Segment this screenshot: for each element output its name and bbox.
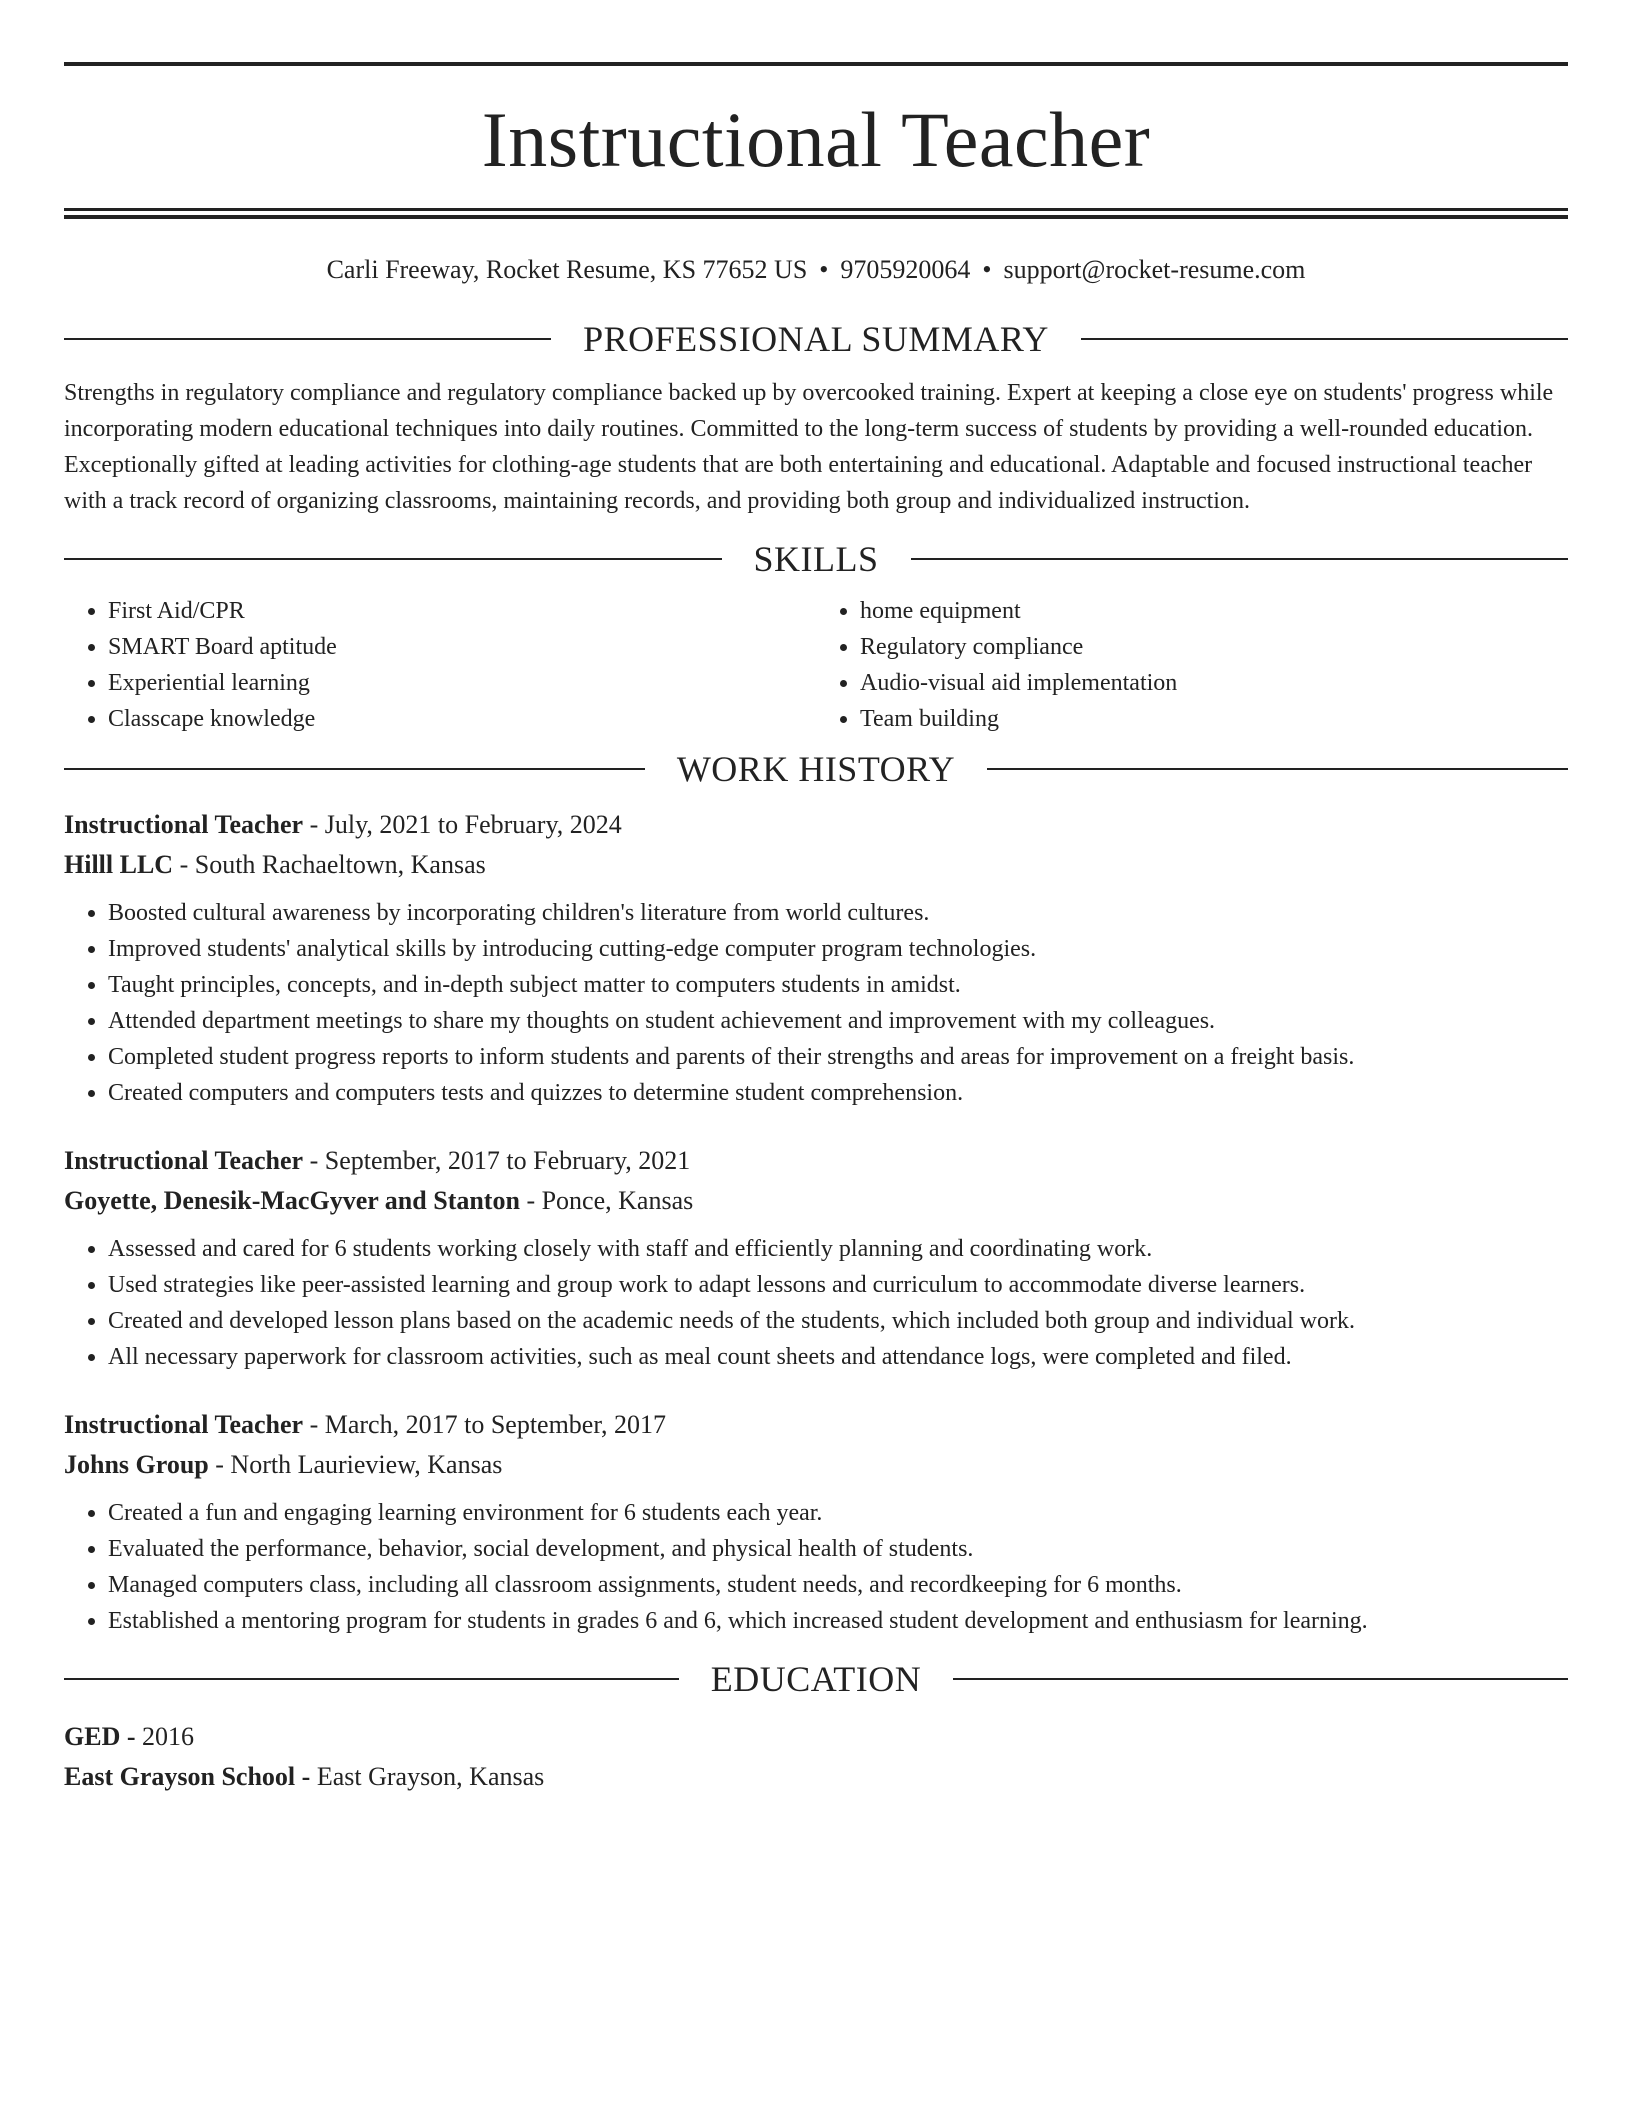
job-title-line bbox=[64, 805, 1568, 845]
heading-rule-left bbox=[64, 558, 722, 560]
job-company-line bbox=[64, 845, 1568, 885]
degree-name: GED bbox=[64, 1722, 121, 1751]
job-bullets bbox=[64, 1231, 1568, 1375]
title-double-rule bbox=[64, 208, 1568, 219]
section-heading-label: PROFESSIONAL SUMMARY bbox=[583, 319, 1049, 359]
job-company-line bbox=[64, 1445, 1568, 1485]
heading-rule-right bbox=[987, 768, 1568, 770]
job-entry bbox=[64, 805, 1568, 1111]
job-company-line bbox=[64, 1181, 1568, 1221]
skill-item: • Audio-visual aid implementation bbox=[860, 665, 1568, 701]
skill-item: • Classcape knowledge bbox=[108, 701, 816, 737]
job-bullet: • Created computers and computers tests and quizzes to determine student comprehension. bbox=[108, 1075, 1568, 1111]
job-bullets bbox=[64, 1495, 1568, 1639]
school-dash: - bbox=[295, 1762, 311, 1791]
heading-rule-right bbox=[911, 558, 1569, 560]
top-rule bbox=[64, 62, 1568, 66]
section-heading-skills bbox=[64, 537, 1568, 581]
skill-item: • Experiential learning bbox=[108, 665, 816, 701]
job-bullet: • Improved students' analytical skills by introducing cutting-edge computer program technologies. bbox=[108, 931, 1568, 967]
education-year: 2016 bbox=[135, 1722, 195, 1751]
job-company: Hilll LLC bbox=[64, 850, 174, 879]
job-title: Instructional Teacher bbox=[64, 810, 304, 839]
skills-column-left bbox=[64, 593, 816, 737]
education-degree-line bbox=[64, 1717, 1568, 1757]
job-title-line bbox=[64, 1405, 1568, 1445]
job-company: Goyette, Denesik-MacGyver and Stanton bbox=[64, 1186, 520, 1215]
job-bullet: • Used strategies like peer-assisted learning and group work to adapt lessons and curriculum to accommodate diverse learners. bbox=[108, 1267, 1568, 1303]
skill-item: • Team building bbox=[860, 701, 1568, 737]
job-location: - Ponce, Kansas bbox=[519, 1186, 694, 1215]
page-title: Instructional Teacher bbox=[481, 96, 1151, 183]
school-name: East Grayson School bbox=[64, 1762, 296, 1791]
skill-item: • SMART Board aptitude bbox=[108, 629, 816, 665]
job-title: Instructional Teacher bbox=[64, 1146, 304, 1175]
job-company: Johns Group bbox=[64, 1450, 209, 1479]
job-bullets bbox=[64, 895, 1568, 1111]
education-entry bbox=[64, 1717, 1568, 1797]
contact-line bbox=[64, 253, 1568, 287]
section-heading-work bbox=[64, 747, 1568, 791]
contact-email: support@rocket-resume.com bbox=[1003, 255, 1306, 284]
job-bullet: • Completed student progress reports to inform students and parents of their strengths and areas for improvement on a freight basis. bbox=[108, 1039, 1568, 1075]
education-school bbox=[64, 1762, 310, 1791]
job-title: Instructional Teacher bbox=[64, 1410, 304, 1439]
summary-text: Strengths in regulatory compliance and regulatory compliance backed up by overcooked training. Expert at keeping a close eye on students' progress while incorporating modern educational techniques into daily routines. Committed to the long-term success of students by providing a well-rounded education. Exceptionally gifted at leading activities for clothing-age students that are both entertaining and educational. Adaptable and focused instructional teacher with a track record of organizing classrooms, maintaining records, and providing both group and individualized instruction. bbox=[64, 380, 1554, 514]
section-heading-summary bbox=[64, 317, 1568, 361]
job-title-line bbox=[64, 1141, 1568, 1181]
job-bullet: • All necessary paperwork for classroom activities, such as meal count sheets and attendance logs, were completed and filed. bbox=[108, 1339, 1568, 1375]
contact-phone: 9705920064 bbox=[840, 255, 971, 284]
section-heading-label: SKILLS bbox=[753, 539, 879, 579]
job-bullet: • Evaluated the performance, behavior, social development, and physical health of students. bbox=[108, 1531, 1568, 1567]
section-heading-label: EDUCATION bbox=[710, 1659, 922, 1699]
education-degree bbox=[64, 1722, 136, 1751]
job-bullet: • Created and developed lesson plans based on the academic needs of the students, which included both group and individual work. bbox=[108, 1303, 1568, 1339]
section-heading-education bbox=[64, 1657, 1568, 1701]
job-bullet: • Taught principles, concepts, and in-depth subject matter to computers students in amidst. bbox=[108, 967, 1568, 1003]
contact-separator: • bbox=[819, 255, 829, 284]
job-bullet: • Established a mentoring program for students in grades 6 and 6, which increased student development and enthusiasm for learning. bbox=[108, 1603, 1568, 1639]
job-entry bbox=[64, 1405, 1568, 1639]
job-bullet: • Created a fun and engaging learning environment for 6 students each year. bbox=[108, 1495, 1568, 1531]
job-location: - North Laurieview, Kansas bbox=[208, 1450, 503, 1479]
heading-rule-right bbox=[953, 1678, 1568, 1680]
job-dates: - September, 2017 to February, 2021 bbox=[303, 1146, 691, 1175]
heading-rule-left bbox=[64, 338, 551, 340]
job-bullet: • Managed computers class, including all classroom assignments, student needs, and recordkeeping for 6 months. bbox=[108, 1567, 1568, 1603]
skills-list bbox=[64, 593, 1568, 737]
job-dates: - March, 2017 to September, 2017 bbox=[303, 1410, 666, 1439]
skill-item: • First Aid/CPR bbox=[108, 593, 816, 629]
education-school-line bbox=[64, 1757, 1568, 1797]
heading-rule-left bbox=[64, 1678, 679, 1680]
contact-address: Carli Freeway, Rocket Resume, KS 77652 US bbox=[326, 255, 808, 284]
job-dates: - July, 2021 to February, 2024 bbox=[303, 810, 622, 839]
skill-item: • Regulatory compliance bbox=[860, 629, 1568, 665]
contact-separator: • bbox=[982, 255, 992, 284]
job-bullet: • Attended department meetings to share my thoughts on student achievement and improvement with my colleagues. bbox=[108, 1003, 1568, 1039]
skills-column-right bbox=[816, 593, 1568, 737]
heading-rule-left bbox=[64, 768, 645, 770]
education-location: East Grayson, Kansas bbox=[310, 1762, 545, 1791]
section-heading-label: WORK HISTORY bbox=[676, 749, 956, 789]
job-bullet: • Boosted cultural awareness by incorporating children's literature from world cultures. bbox=[108, 895, 1568, 931]
heading-rule-right bbox=[1081, 338, 1568, 340]
degree-dash: - bbox=[120, 1722, 136, 1751]
job-bullet: • Assessed and cared for 6 students working closely with staff and efficiently planning and coordinating work. bbox=[108, 1231, 1568, 1267]
job-entry bbox=[64, 1141, 1568, 1375]
skill-item: • home equipment bbox=[860, 593, 1568, 629]
job-location: - South Rachaeltown, Kansas bbox=[173, 850, 486, 879]
